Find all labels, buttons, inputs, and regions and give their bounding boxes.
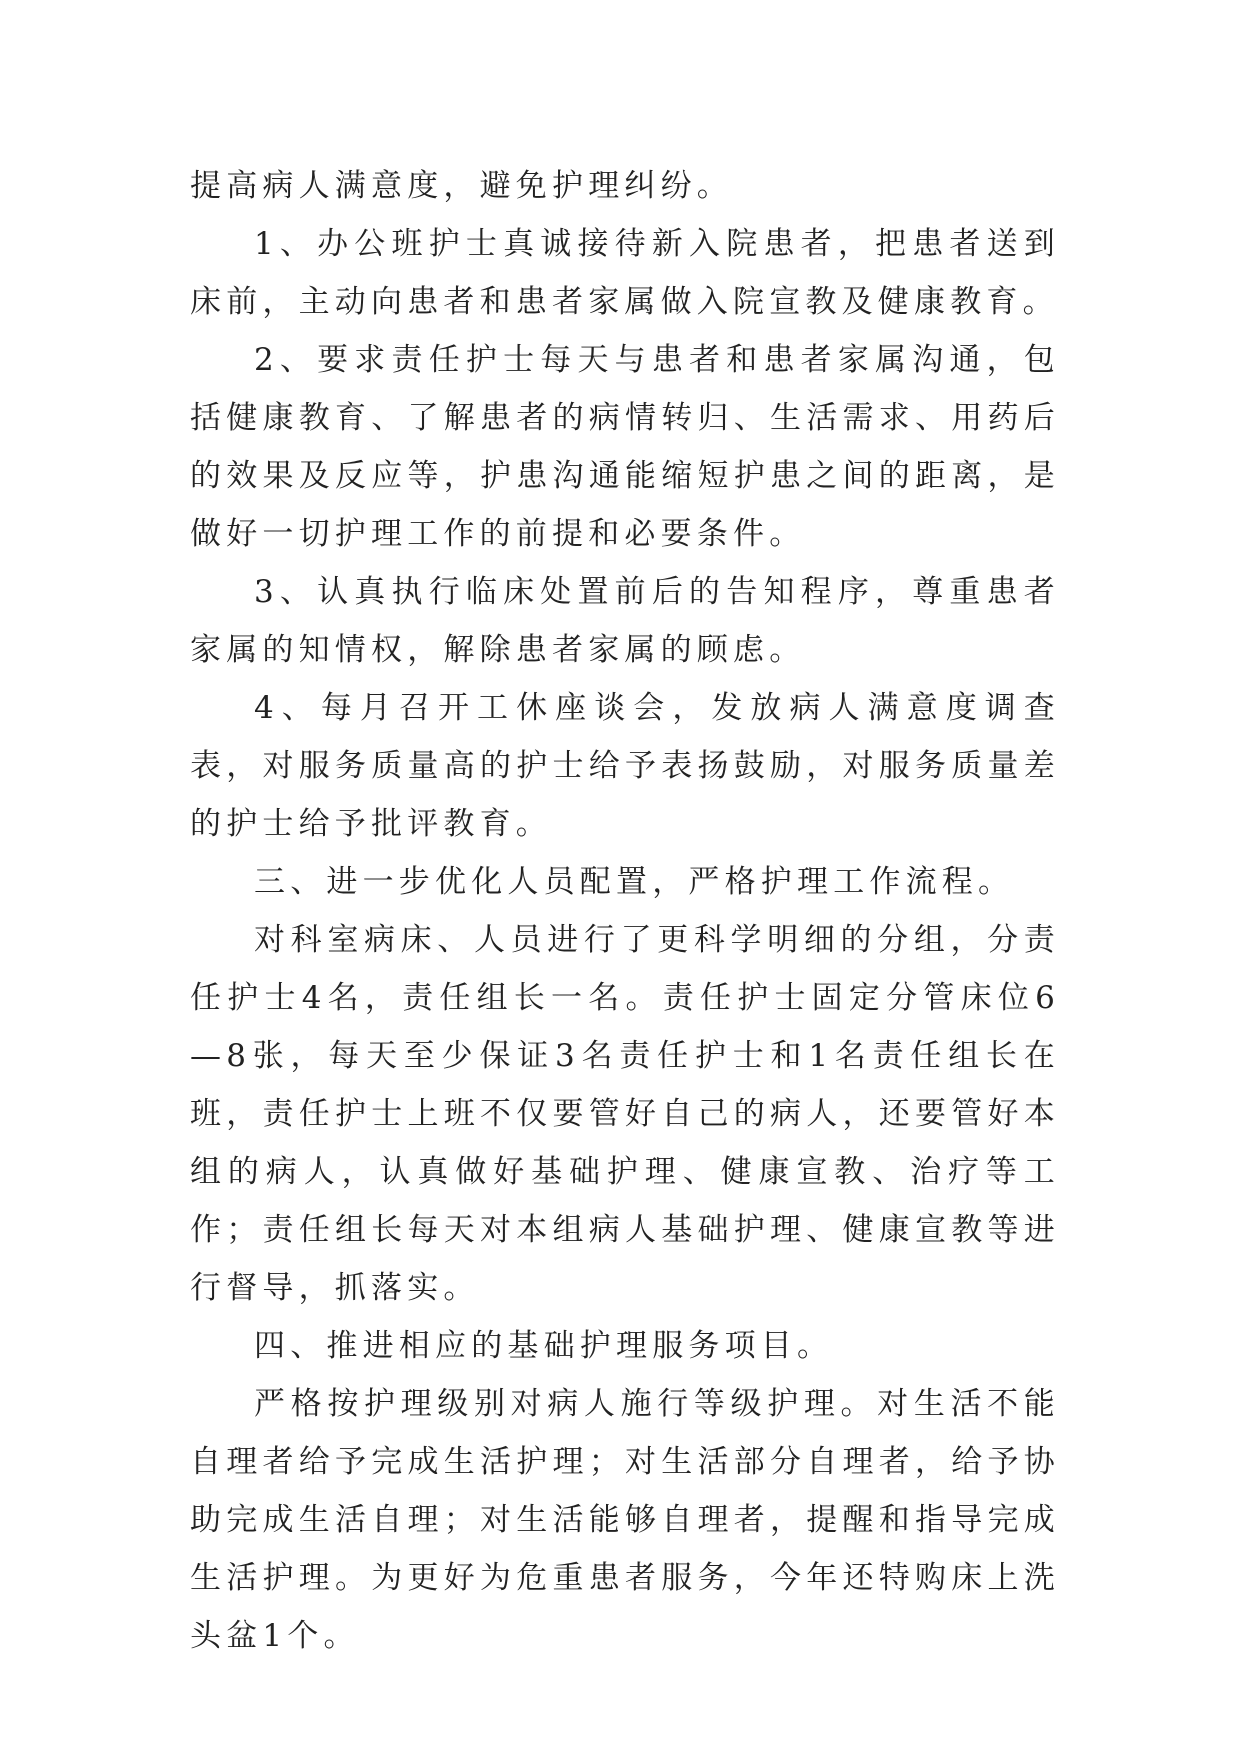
section-heading: 四、推进相应的基础护理服务项目。 [254,1328,834,1364]
paragraph: 2、要求责任护士每天与患者和患者家属沟通，包括健康教育、了解患者的病情转归、生活需求、用药后的效果及反应等，护患沟通能缩短护患之间的距离，是做好一切护理工作的前提和必要条件。 [190,342,1060,552]
paragraph: 对科室病床、人员进行了更科学明细的分组，分责任护士4名，责任组长一名。责任护士固定分管床位6—8张，每天至少保证3名责任护士和1名责任组长在班，责任护士上班不仅要管好自己的病人，还要管好本组的病人，认真做好基础护理、健康宣教、治疗等工作；责任组长每天对本组病人基础护理、健康宣教等进行督导，抓落实。 [190,922,1060,1306]
paragraph: 1、办公班护士真诚接待新入院患者，把患者送到床前，主动向患者和患者家属做入院宣教及健康教育。 [190,226,1060,320]
paragraph: 3、认真执行临床处置前后的告知程序，尊重患者家属的知情权，解除患者家属的顾虑。 [190,574,1060,668]
paragraph: 严格按护理级别对病人施行等级护理。对生活不能自理者给予完成生活护理；对生活部分自理者，给予协助完成生活自理；对生活能够自理者，提醒和指导完成生活护理。为更好为危重患者服务，今年还特购床上洗头盆1个。 [190,1386,1060,1654]
paragraph: 提高病人满意度，避免护理纠纷。 [190,168,733,204]
document-body [190,157,1060,1665]
paragraph: 4、每月召开工休座谈会，发放病人满意度调查表，对服务质量高的护士给予表扬鼓励，对服务质量差的护士给予批评教育。 [190,690,1060,842]
section-heading: 三、进一步优化人员配置，严格护理工作流程。 [254,864,1015,900]
